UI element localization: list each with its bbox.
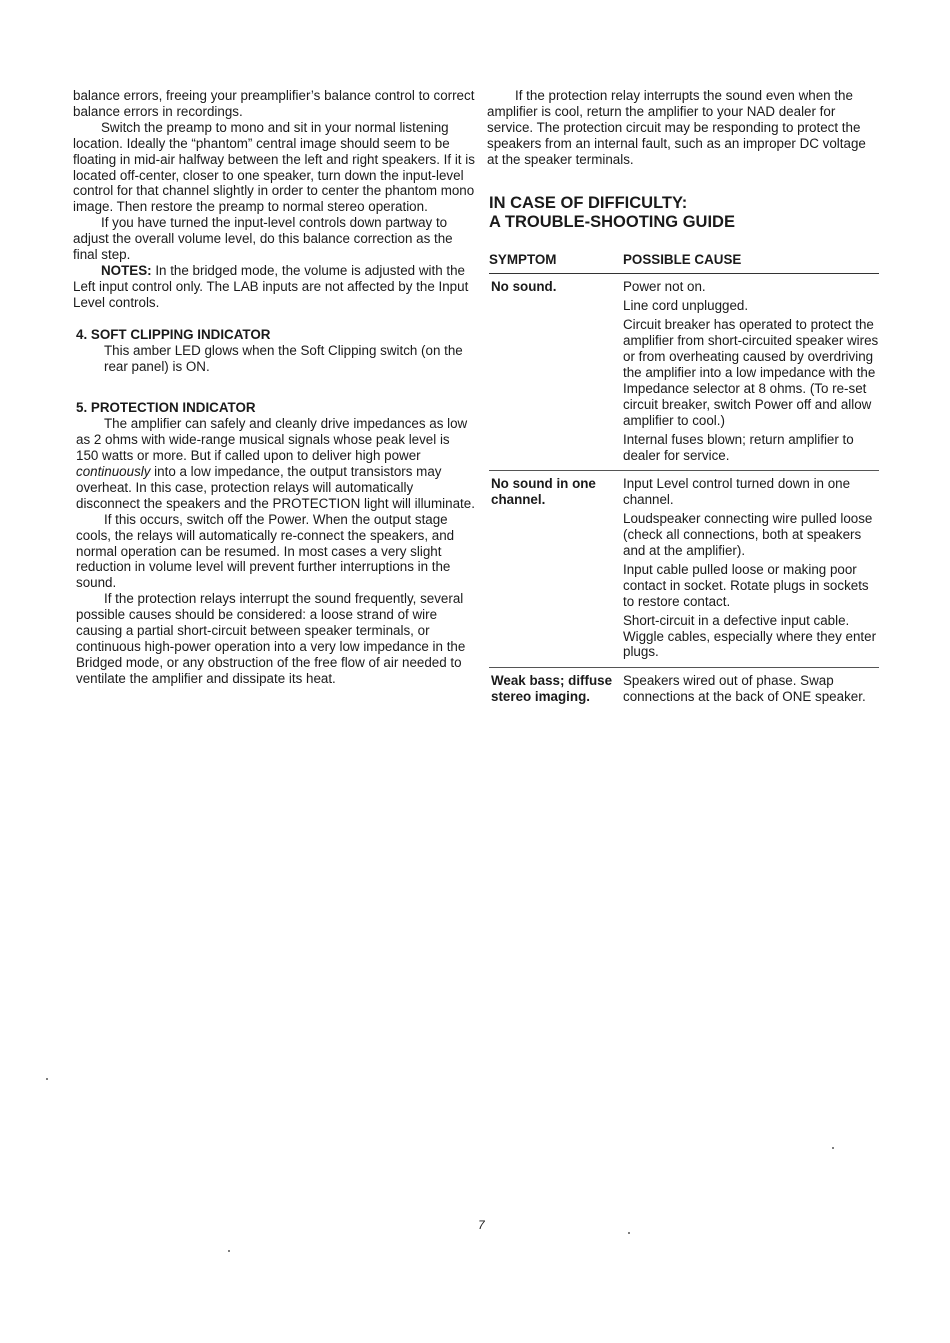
paragraph-relay-interrupt: If the protection relay interrupts the sound even when the amplifier is cool, return the amplifier to your NAD dealer for service. The protection circuit may be responding to protect the speakers from an internal fault, such as an improper DC voltage at the speaker terminals. <box>487 88 866 167</box>
protection-paragraph-3: If the protection relays interrupt the sound frequently, several possible causes should be considered: a loose strand of wire causing a partial short-circuit between speaker terminals, or continuous high-power operation into a very low impedance in the Bridged mode, or any obstruction of the free flow of air needed to ventilate the amplifier and dissipate its heat. <box>76 591 466 686</box>
protection-paragraph-1 <box>76 416 475 511</box>
notes-paragraph <box>73 263 475 311</box>
scan-speck <box>628 1232 630 1234</box>
notes-label: NOTES: <box>101 262 152 278</box>
cause-item: Circuit breaker has operated to protect the amplifier from short-circuited speaker wires or from overheating caused by overdriving the amplifier into a low impedance with the Impedance selector at 8 ohms. (To re-set circuit breaker, switch Power off and allow amplifier to cool.) <box>623 317 879 428</box>
protection-p1-part-b: into a low impedance, the output transistors may overheat. In this case, protection relays will automatically disconnect the speakers and the PROTECTION light will illuminate. <box>76 464 475 511</box>
cause-item: Input Level control turned down in one channel. <box>623 476 851 508</box>
symptom-cell: No sound in one channel. <box>489 471 623 668</box>
paragraph-mono-check: Switch the preamp to mono and sit in your normal listening location. Ideally the “phantom” central image should seem to be floating in mid-air halfway between the left and right speakers. If it is located off-center, closer to one speaker, turn down the input-level control for that channel slightly in order to center the phantom mono image. Then restore the preamp to normal stereo operation. <box>73 119 475 215</box>
table-row <box>489 471 879 668</box>
cause-item: Speakers wired out of phase. Swap connections at the back of ONE speaker. <box>623 673 866 705</box>
protection-p1-part-a: The amplifier can safely and cleanly drive impedances as low as 2 ohms with wide-range musical signals whose peak level is 150 watts or more. But if called upon to deliver high power <box>76 416 468 464</box>
paragraph-final-step: If you have turned the input-level controls down partway to adjust the overall volume level, do this balance correction as the final step. <box>73 215 453 263</box>
notes-text: In the bridged mode, the volume is adjusted with the Left input control only. The LAB inputs are not affected by the Input Level controls. <box>73 262 469 310</box>
cause-item: Internal fuses blown; return amplifier to dealer for service. <box>623 431 854 463</box>
trouble-shooting-table <box>489 252 879 713</box>
paragraph-balance-errors: balance errors, freeing your preamplifier’s balance control to correct balance errors in recordings. <box>73 88 475 119</box>
section-title-soft-clipping: 4. SOFT CLIPPING INDICATOR <box>76 326 271 342</box>
trouble-shooting-heading <box>489 194 879 232</box>
scan-speck <box>832 1147 834 1149</box>
page-number: 7 <box>478 1218 485 1232</box>
cause-item: Input cable pulled loose or making poor contact in socket. Rotate plugs in sockets to restore contact. <box>623 561 869 609</box>
scan-speck <box>228 1250 230 1252</box>
left-column <box>73 88 475 687</box>
table-row <box>489 668 879 712</box>
column-header-symptom: SYMPTOM <box>489 252 623 274</box>
cause-item: Power not on. <box>623 279 706 295</box>
section-title-protection: 5. PROTECTION INDICATOR <box>76 400 256 416</box>
cause-cell <box>623 668 879 712</box>
symptom-cell: No sound. <box>491 279 557 295</box>
cause-item: Line cord unplugged. <box>623 298 749 314</box>
heading-line-1: IN CASE OF DIFFICULTY: <box>489 193 688 212</box>
protection-paragraph-2: If this occurs, switch off the Power. When the output stage cools, the relays will automatically re-connect the speakers, and normal operation can be resumed. In most cases a very slight reduction in volume level will prevent further interruptions in the sound. <box>76 511 455 591</box>
right-column <box>487 88 879 712</box>
protection-p1-emphasis: continuously <box>76 464 151 480</box>
cause-item: Short-circuit in a defective input cable. Wiggle cables, especially where they enter plugs. <box>623 612 877 660</box>
cause-item: Loudspeaker connecting wire pulled loose (check all connections, both at speakers and at the amplifier). <box>623 511 873 559</box>
scan-speck <box>46 1078 48 1080</box>
soft-clipping-text: This amber LED glows when the Soft Clipping switch (on the rear panel) is ON. <box>104 342 463 374</box>
cause-cell <box>623 274 879 471</box>
cause-cell <box>623 471 879 668</box>
symptom-cell: Weak bass; diffuse stereo imaging. <box>489 668 623 712</box>
column-header-possible-cause: POSSIBLE CAUSE <box>623 252 879 274</box>
table-row <box>489 274 879 471</box>
heading-line-2: A TROUBLE-SHOOTING GUIDE <box>489 212 735 231</box>
